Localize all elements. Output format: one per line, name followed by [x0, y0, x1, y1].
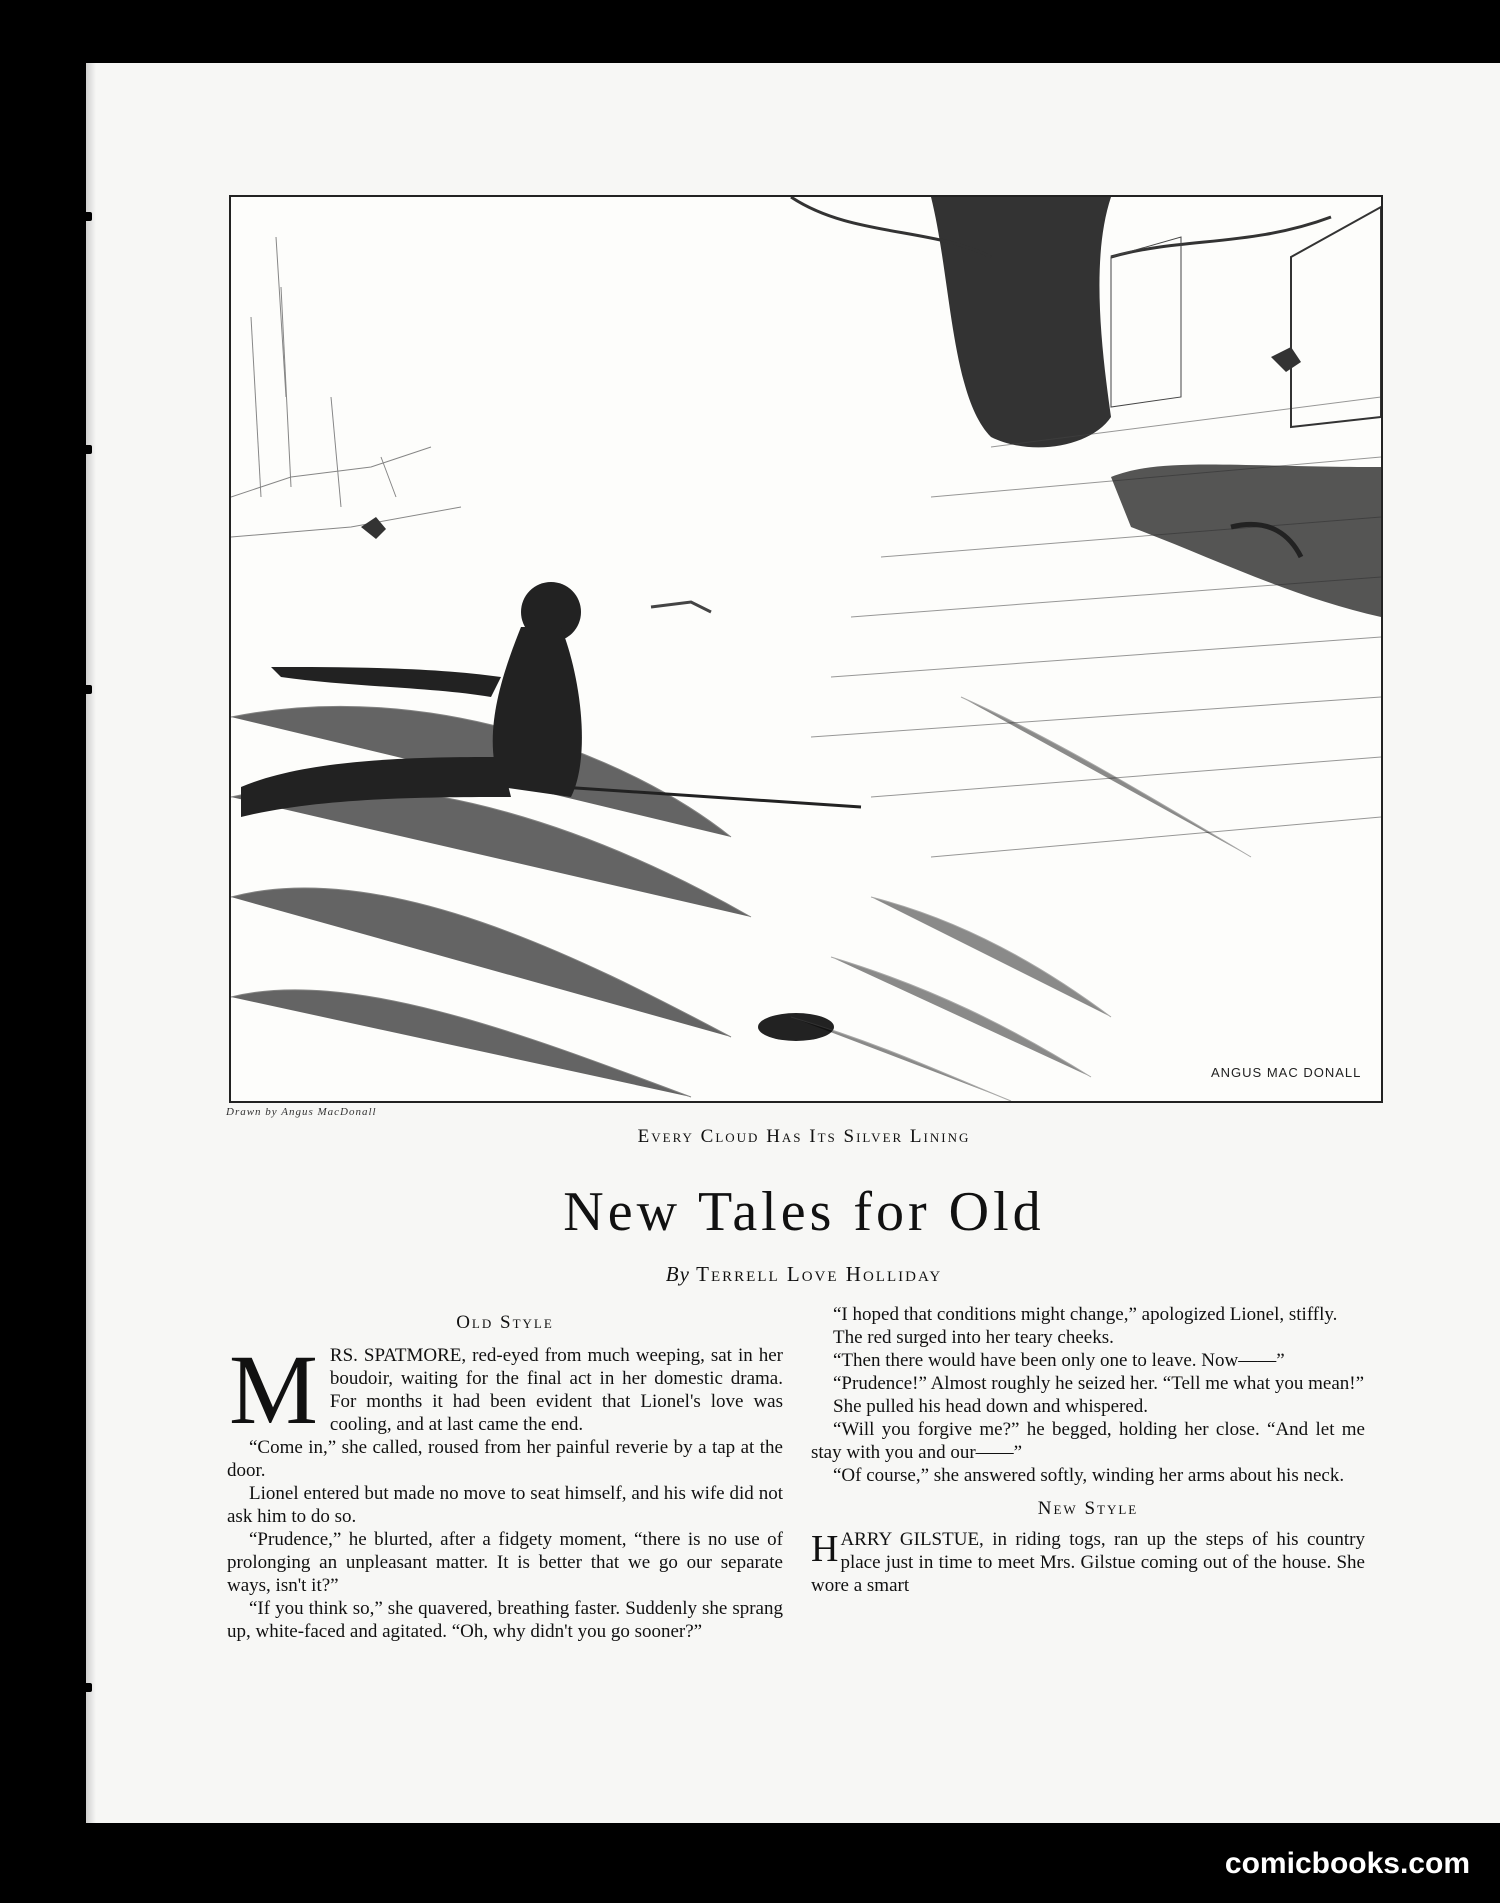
paragraph-text: RS. SPATMORE, red-eyed from much weeping, sat in her boudoir, waiting for the final act in her domestic drama. For months it had been evident that Lionel's love was cooling, and at last came the end. — [329, 1345, 783, 1435]
illustration-caption: Every Cloud Has Its Silver Lining — [637, 1126, 971, 1147]
paragraph: “If you think so,” she quavered, breathing faster. Suddenly she sprang up, white-faced and agitated. “Oh, why didn't you go sooner?” — [227, 1598, 783, 1642]
binding-mark — [84, 685, 92, 694]
artist-signature: ANGUS MAC DONALL — [1211, 1065, 1362, 1080]
column-left — [227, 1311, 783, 1643]
illustration-credit: Drawn by Angus MacDonall — [226, 1106, 377, 1118]
paragraph-text: ARRY GILSTUE, in riding togs, ran up the steps of his country place just in time to meet Mrs. Gilstue coming out of the house. She wore a smart — [811, 1529, 1365, 1596]
paragraph: Lionel entered but made no move to seat himself, and his wife did not ask him to do so. — [227, 1483, 783, 1527]
paragraph: “I hoped that conditions might change,” apologized Lionel, stiffly. — [833, 1304, 1338, 1325]
page-gutter — [86, 63, 96, 1823]
illustration-drawing — [231, 197, 1381, 1101]
section-heading-new-style: New Style — [1037, 1498, 1139, 1519]
section-heading-old-style: Old Style — [456, 1312, 554, 1333]
pen-illustration — [229, 195, 1383, 1103]
binding-mark — [84, 445, 92, 454]
byline-author: Terrell Love Holliday — [696, 1262, 943, 1286]
paragraph: “Will you forgive me?” he begged, holding her close. “And let me stay with you and our——” — [811, 1419, 1365, 1463]
drop-cap: H — [811, 1528, 839, 1570]
binding-mark — [84, 1683, 92, 1692]
article-byline — [229, 1262, 1379, 1287]
paragraph — [227, 1334, 783, 1445]
paragraph: She pulled his head down and whispered. — [833, 1396, 1149, 1417]
paragraph: “Prudence,” he blurted, after a fidgety moment, “there is no use of prolonging an unpleasant matter. It is better that we go our separate ways, isn't it?” — [227, 1529, 783, 1596]
paragraph: The red surged into her teary cheeks. — [833, 1327, 1114, 1348]
binding-mark — [84, 212, 92, 221]
paragraph: “Prudence!” Almost roughly he seized her. “Tell me what you mean!” — [833, 1373, 1365, 1394]
paragraph: “Of course,” she answered softly, winding her arms about his neck. — [833, 1465, 1345, 1486]
paragraph — [811, 1528, 1365, 1597]
paragraph: “Come in,” she called, roused from her painful reverie by a tap at the door. — [227, 1437, 783, 1481]
byline-prefix: By — [665, 1262, 690, 1286]
site-watermark: comicbooks.com — [1224, 1847, 1470, 1880]
drop-cap: M — [229, 1334, 318, 1445]
column-right — [811, 1303, 1365, 1597]
article-title: New Tales for Old — [563, 1181, 1045, 1243]
paragraph: “Then there would have been only one to leave. Now——” — [833, 1350, 1285, 1371]
